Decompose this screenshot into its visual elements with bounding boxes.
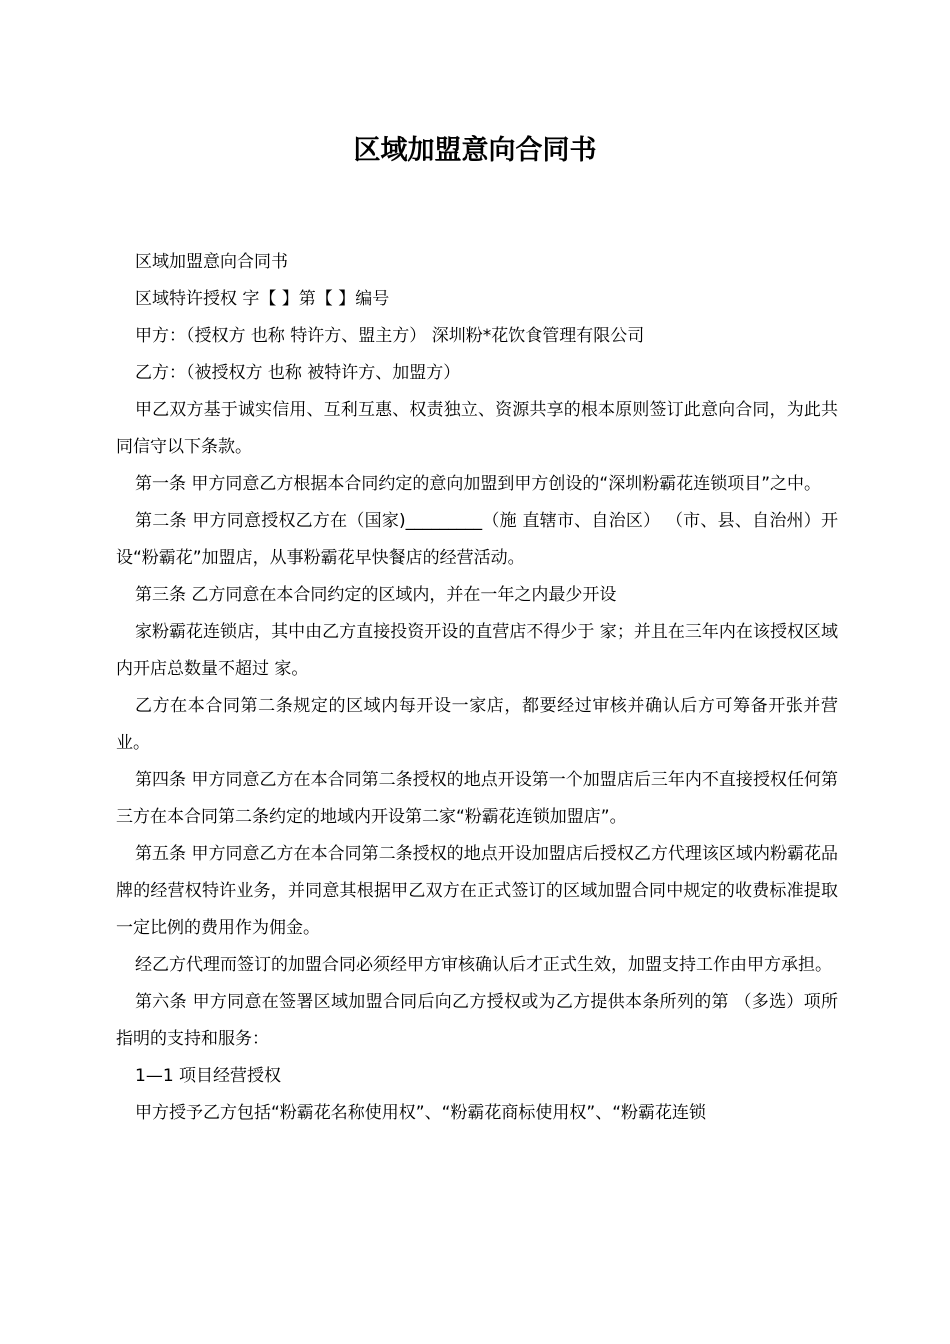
paragraph-article-4: 第四条 甲方同意乙方在本合同第二条授权的地点开设第一个加盟店后三年内不直接授权任何第三方在本合同第二条约定的地域内开设第二家“粉霸花连锁加盟店”。 bbox=[116, 770, 838, 827]
paragraph-article-3: 第三条 乙方同意在本合同约定的区域内，并在一年之内最少开设 bbox=[135, 585, 617, 605]
paragraph-license-number: 区域特许授权 字【 】第【 】编号 bbox=[135, 289, 390, 309]
document-body bbox=[116, 244, 838, 1132]
paragraph-article-1: 第一条 甲方同意乙方根据本合同约定的意向加盟到甲方创设的“深圳粉霸花连锁项目”之中。 bbox=[135, 474, 822, 494]
paragraph-article-5-note: 经乙方代理而签订的加盟合同必须经甲方审核确认后才正式生效，加盟支持工作由甲方承担。 bbox=[135, 955, 832, 975]
paragraph-article-3-note: 乙方在本合同第二条规定的区域内每开设一家店，都要经过审核并确认后方可筹备开张并营业。 bbox=[116, 696, 838, 753]
paragraph-item-1-1: 1—1 项目经营授权 bbox=[135, 1066, 282, 1086]
paragraph-article-3-cont: 家粉霸花连锁店，其中由乙方直接投资开设的直营店不得少于 家；并且在三年内在该授权区域内开店总数量不超过 家。 bbox=[116, 622, 838, 679]
document-title: 区域加盟意向合同书 bbox=[353, 135, 597, 166]
paragraph-item-1-1-detail: 甲方授予乙方包括“粉霸花名称使用权”、“粉霸花商标使用权”、“粉霸花连锁 bbox=[135, 1103, 707, 1123]
paragraph-article-2: 第二条 甲方同意授权乙方在（国家)_________（施 直辖市、自治区） （市、县、自治州）开设“粉霸花”加盟店，从事粉霸花早快餐店的经营活动。 bbox=[116, 511, 838, 568]
paragraph-article-6: 第六条 甲方同意在签署区域加盟合同后向乙方授权或为乙方提供本条所列的第 （多选）项所指明的支持和服务： bbox=[116, 992, 838, 1049]
paragraph-party-a: 甲方：（授权方 也称 特许方、盟主方） 深圳粉*花饮食管理有限公司 bbox=[135, 326, 645, 346]
paragraph-article-5: 第五条 甲方同意乙方在本合同第二条授权的地点开设加盟店后授权乙方代理该区域内粉霸花品牌的经营权特许业务，并同意其根据甲乙双方在正式签订的区域加盟合同中规定的收费标准提取一定比例的费用作为佣金。 bbox=[116, 844, 838, 938]
paragraph-preamble: 甲乙双方基于诚实信用、互利互惠、权责独立、资源共享的根本原则签订此意向合同，为此共同信守以下条款。 bbox=[116, 400, 838, 457]
paragraph-party-b: 乙方：（被授权方 也称 被特许方、加盟方） bbox=[135, 363, 461, 383]
paragraph-heading-repeat: 区域加盟意向合同书 bbox=[135, 252, 288, 272]
